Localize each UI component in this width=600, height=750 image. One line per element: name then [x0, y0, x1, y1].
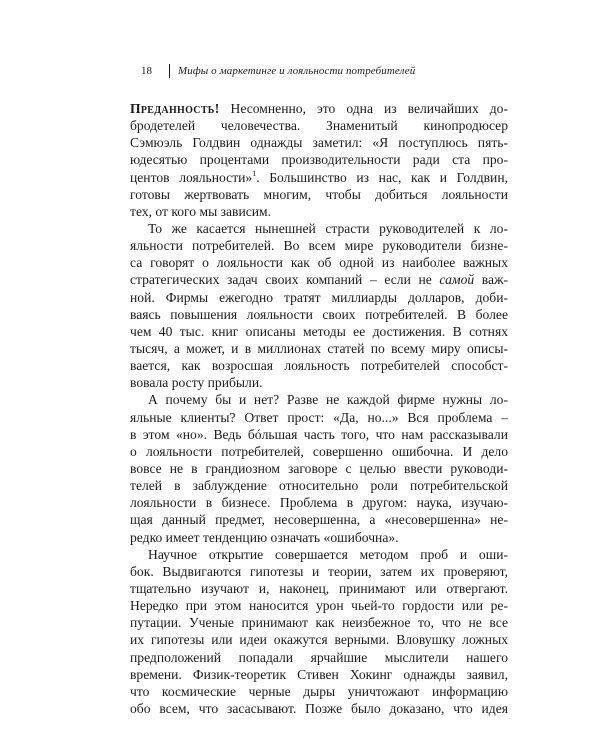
text-line: [130, 100, 508, 117]
running-header: [141, 64, 415, 78]
text-line: [130, 460, 508, 477]
text-segment: ной. Фирмы ежегодно тратят миллиарды долларов, доби-: [130, 289, 508, 305]
text-line: [130, 357, 508, 374]
text-segment: тех, от кого мы зависим.: [130, 203, 272, 219]
text-segment: тысяч, а может, и в миллионах статей по всему миру описы-: [130, 340, 508, 356]
text-segment: То же касается нынешней страсти руководителей к ло-: [148, 220, 508, 236]
text-segment: в этом «но». Ведь бóльшая часть того, что нам рассказывали: [130, 426, 508, 442]
text-segment: А почему бы и нет? Разве не каждой фирме нужны ло-: [148, 392, 508, 408]
running-title: Мифы о маркетинге и лояльности потребителей: [178, 65, 416, 77]
text-line: [130, 546, 508, 563]
text-line: [130, 511, 508, 528]
text-line: [130, 409, 508, 426]
text-line: [130, 529, 508, 546]
body-text: [130, 100, 508, 717]
text-segment: что космические черные дыры уничтожают информацию: [130, 683, 508, 699]
text-segment: их гипотезы или идеи окажутся верными. Вловушку ложных: [130, 632, 508, 648]
text-segment: путации. Ученые принимают как неизбежное то, что не все: [130, 615, 508, 631]
text-segment: лояльности в бизнесе. Проблема в другом: наука, изучаю-: [130, 495, 508, 511]
text-segment: Сэмюэль Голдвин однажды заметил: «Я поступлюсь пять-: [130, 135, 508, 151]
text-line: [130, 220, 508, 237]
text-segment: времени. Физик-теоретик Стивен Хокинг однажды заявил,: [130, 666, 508, 682]
text-line: [130, 374, 508, 391]
text-line: [130, 186, 508, 203]
text-line: [130, 117, 508, 134]
text-segment: яльности потребителей. Во всем мире руководители бизне-: [130, 238, 508, 254]
text-line: [130, 683, 508, 700]
text-line: [130, 477, 508, 494]
footnote-ref: 1: [252, 168, 257, 178]
text-segment: Нередко при этом наносится урон чьей-то гордости или ре-: [130, 598, 508, 614]
text-line: [130, 614, 508, 631]
text-segment: самой: [439, 272, 475, 288]
text-line: [130, 169, 508, 186]
text-line: [130, 580, 508, 597]
text-segment: ваясь повышения лояльности своих потребителей. В более: [130, 306, 508, 322]
text-line: [130, 426, 508, 443]
text-line: [130, 151, 508, 168]
text-line: [130, 254, 508, 271]
text-segment: вовала росту прибыли.: [130, 375, 263, 391]
text-line: [130, 597, 508, 614]
text-segment: важ-: [474, 272, 508, 288]
text-segment: са говорят о лояльности как об одной из наиболее важных: [130, 255, 508, 271]
text-line: [130, 563, 508, 580]
text-segment: бок. Выдвигаются гипотезы и теории, затем их проверяют,: [130, 563, 508, 579]
text-segment: щая данный предмет, несовершенна, а «несовершенна» не-: [130, 512, 508, 528]
text-line: [130, 649, 508, 666]
text-line: [130, 323, 508, 340]
text-line: [130, 340, 508, 357]
text-line: [130, 494, 508, 511]
text-segment: готовы жертвовать многим, чтобы добиться лояльности: [130, 186, 508, 202]
text-segment: стратегических задач своих компаний – если не: [130, 272, 440, 288]
text-segment: бродетелей человечества. Знаменитый кинопродюсер: [130, 118, 508, 134]
text-segment: Преданность!: [130, 101, 220, 116]
text-line: [130, 203, 508, 220]
text-segment: вается, как возросшая лояльность потребителей способст-: [130, 358, 508, 374]
header-divider: [169, 64, 170, 78]
text-segment: предположений попадали ярчайшие мыслители нашего: [130, 649, 508, 665]
text-segment: вовсе не в грандиозном заговоре с целью ввести руководи-: [130, 460, 508, 476]
text-line: [130, 631, 508, 648]
text-segment: юдесятью процентами производительности ради ста про-: [130, 152, 508, 168]
text-line: [130, 271, 508, 288]
text-segment: Научное открытие совершается методом проб и оши-: [148, 546, 508, 562]
text-line: [130, 237, 508, 254]
text-line: [130, 289, 508, 306]
text-segment: яльные клиенты? Ответ прост: «Да, но...» Вся проблема –: [130, 409, 508, 425]
text-segment: обо всем, что засасывают. Позже было доказано, что идея: [130, 700, 508, 716]
text-line: [130, 134, 508, 151]
text-segment: . Большинство из нас, как и Голдвин,: [256, 169, 508, 185]
text-line: [130, 306, 508, 323]
text-segment: тщательно изучают и, наконец, принимают или отвергают.: [130, 580, 508, 596]
text-line: [130, 700, 508, 717]
page-number: 18: [141, 65, 152, 77]
text-segment: телей в заблуждение относительно роли потребительской: [130, 478, 508, 494]
text-segment: о лояльности потребителей, совершенно ошибочна. И дело: [130, 443, 508, 459]
text-line: [130, 391, 508, 408]
text-line: [130, 666, 508, 683]
text-line: [130, 443, 508, 460]
text-segment: Несомненно, это одна из величайших до-: [219, 101, 508, 116]
text-segment: редко имеет тенденцию означать «ошибочна».: [130, 529, 399, 545]
text-segment: чем 40 тыс. книг описаны методы ее достижения. В сотнях: [130, 323, 508, 339]
text-segment: центов лояльности»: [130, 169, 253, 185]
